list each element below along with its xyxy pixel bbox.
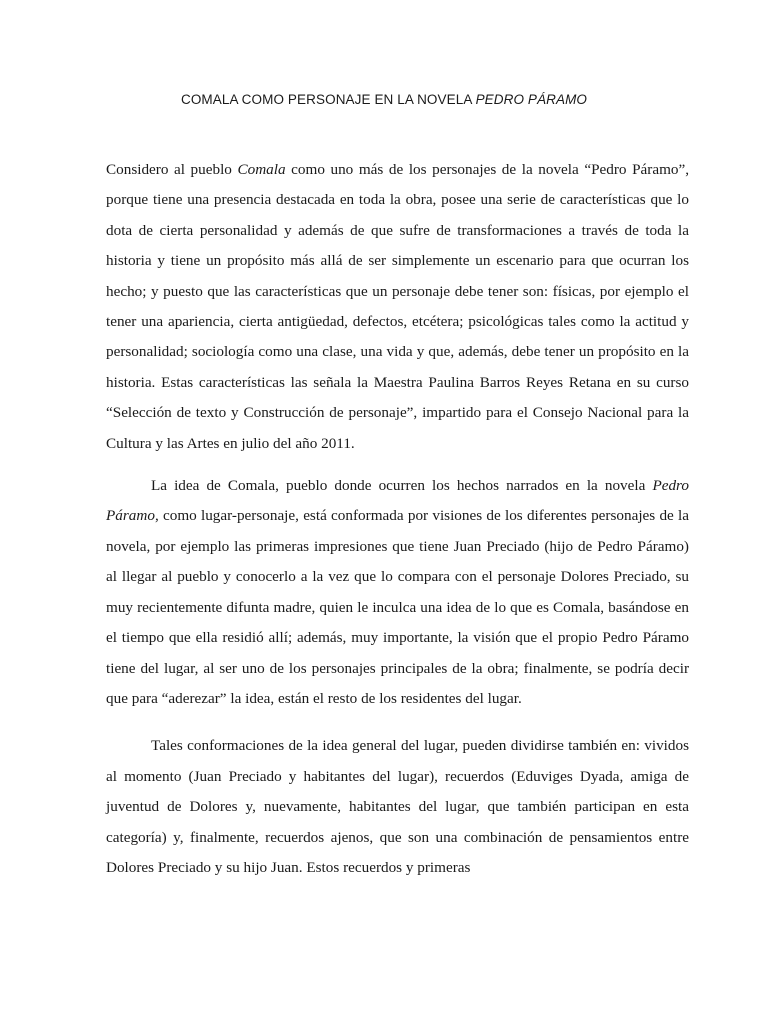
- paragraph-1: [106, 155, 689, 459]
- paragraph-1-italic: Comala: [237, 161, 286, 178]
- paragraph-2-italic: Pedro Páramo: [106, 477, 689, 525]
- document-title: [0, 92, 768, 107]
- title-main-text: COMALA COMO PERSONAJE EN LA NOVELA: [180, 92, 476, 107]
- paragraph-2: [106, 471, 689, 714]
- paragraph-3: [106, 731, 689, 883]
- paragraph-3-text: Tales conformaciones de la idea general del lugar, pueden dividirse también en: vividos al momento (Juan Preciado y habitantes del lugar), recuerdos (Eduviges Dyada, amiga de juventud de Dolores y, nuevamente, habitantes del lugar, que también participan en esta categoría) y, finalmente, recuerdos ajenos, que son una combinación de pensamientos entre Dolores Preciado y su hijo Juan. Estos recuerdos y primeras: [106, 737, 689, 876]
- paragraph-2-text-a: La idea de Comala, pueblo donde ocurren los hechos narrados en la novela: [151, 477, 653, 495]
- title-italic-text: PEDRO PÁRAMO: [475, 92, 588, 107]
- paragraph-1-text-b: como uno más de los personajes de la novela “Pedro Páramo”, porque tiene una presencia destacada en toda la obra, posee una serie de características que lo dota de cierta personalidad y además de que sufre de transformaciones a través de toda la historia y tiene un propósito más allá de ser simplemente un escenario para que ocurran los hecho; y puesto que las características que un personaje debe tener son: físicas, por ejemplo el tener una apariencia, cierta antigüedad, defectos, etcétera; psicológicas tales como la actitud y personalidad; sociología como una clase, una vida y que, además, debe tener un propósito en la historia. Estas características las señala la Maestra Paulina Barros Reyes Retana en su curso “Selección de texto y Construcción de personaje”, impartido para el Consejo Nacional para la Cultura y las Artes en julio del año 2011.: [106, 161, 690, 452]
- document-body: [106, 155, 689, 883]
- paragraph-2-text-b: , como lugar-personaje, está conformada por visiones de los diferentes personajes de la novela, por ejemplo las primeras impresiones que tiene Juan Preciado (hijo de Pedro Páramo) al llegar al pueblo y conocerlo a la vez que lo compara con el personaje Dolores Preciado, su muy recientemente difunta madre, quien le inculca una idea de lo que es Comala, basándose en el tiempo que ella residió allí; además, muy importante, la visión que el propio Pedro Páramo tiene del lugar, al ser uno de los personajes principales de la obra; finalmente, se podría decir que para “aderezar” la idea, están el resto de los residentes del lugar.: [106, 507, 689, 707]
- paragraph-1-text-a: Considero al pueblo: [106, 161, 238, 178]
